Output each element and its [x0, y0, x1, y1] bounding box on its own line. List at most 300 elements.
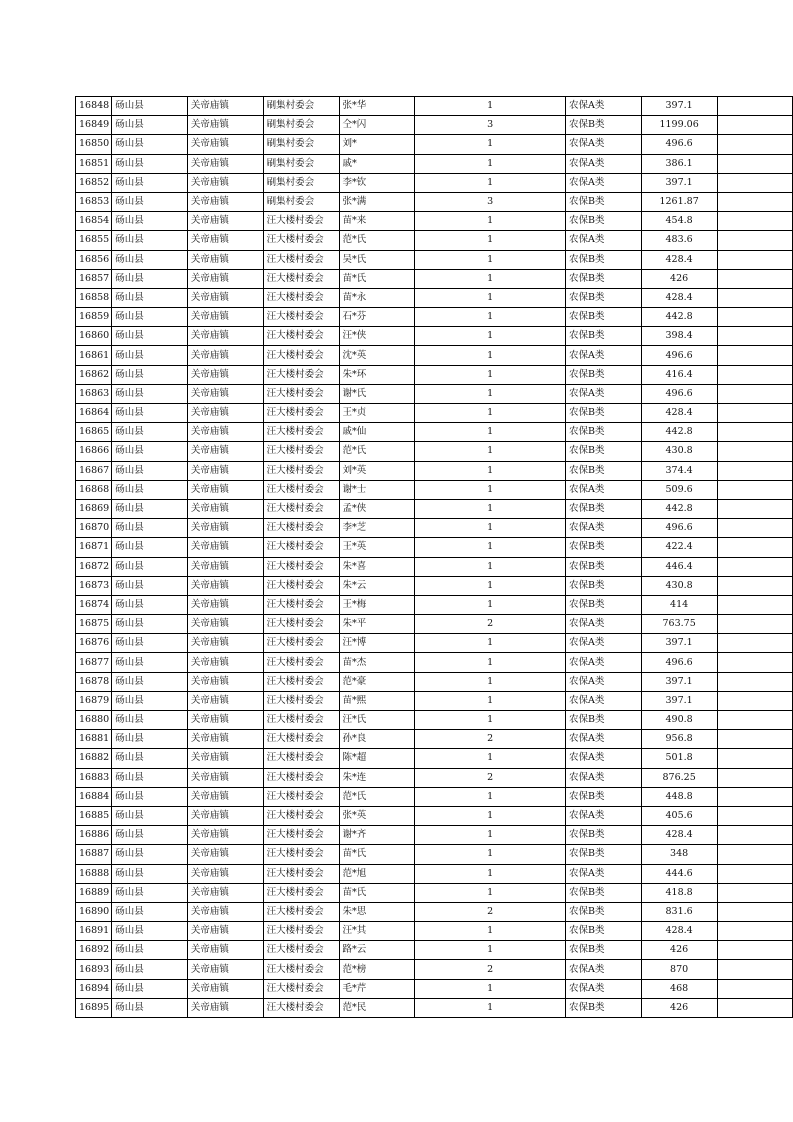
note-cell	[717, 883, 793, 902]
household-count-cell: 1	[415, 576, 566, 595]
person-name-cell: 陈*超	[339, 749, 415, 768]
person-name-cell: 仝*闪	[339, 116, 415, 135]
row-number-cell: 16868	[76, 480, 112, 499]
village-cell: 汪大楼村委会	[263, 960, 339, 979]
household-count-cell: 1	[415, 365, 566, 384]
insurance-category-cell: 农保B类	[566, 192, 642, 211]
table-row	[76, 730, 793, 749]
person-name-cell: 刘*英	[339, 461, 415, 480]
person-name-cell: 范*旭	[339, 864, 415, 883]
person-name-cell: 苗*熙	[339, 691, 415, 710]
table-row	[76, 97, 793, 116]
row-number-cell: 16866	[76, 442, 112, 461]
household-count-cell: 1	[415, 538, 566, 557]
household-count-cell: 1	[415, 672, 566, 691]
amount-cell: 348	[641, 845, 717, 864]
person-name-cell: 张*华	[339, 97, 415, 116]
table-row	[76, 864, 793, 883]
table-row	[76, 826, 793, 845]
insurance-category-cell: 农保B类	[566, 845, 642, 864]
row-number-cell: 16867	[76, 461, 112, 480]
household-count-cell: 1	[415, 423, 566, 442]
household-count-cell: 3	[415, 116, 566, 135]
county-cell: 砀山县	[112, 576, 188, 595]
table-row	[76, 576, 793, 595]
county-cell: 砀山县	[112, 499, 188, 518]
household-count-cell: 1	[415, 327, 566, 346]
insurance-category-cell: 农保A类	[566, 691, 642, 710]
town-cell: 关帝庙镇	[187, 922, 263, 941]
household-count-cell: 1	[415, 404, 566, 423]
town-cell: 关帝庙镇	[187, 231, 263, 250]
village-cell: 刷集村委会	[263, 173, 339, 192]
amount-cell: 1199.06	[641, 116, 717, 135]
person-name-cell: 苗*杰	[339, 653, 415, 672]
row-number-cell: 16861	[76, 346, 112, 365]
village-cell: 汪大楼村委会	[263, 806, 339, 825]
insurance-category-cell: 农保A类	[566, 154, 642, 173]
county-cell: 砀山县	[112, 749, 188, 768]
amount-cell: 416.4	[641, 365, 717, 384]
row-number-cell: 16883	[76, 768, 112, 787]
village-cell: 汪大楼村委会	[263, 288, 339, 307]
amount-cell: 428.4	[641, 826, 717, 845]
insurance-category-cell: 农保B类	[566, 327, 642, 346]
household-count-cell: 1	[415, 691, 566, 710]
row-number-cell: 16870	[76, 519, 112, 538]
village-cell: 汪大楼村委会	[263, 327, 339, 346]
note-cell	[717, 998, 793, 1017]
amount-cell: 831.6	[641, 902, 717, 921]
county-cell: 砀山县	[112, 979, 188, 998]
insurance-category-cell: 农保A类	[566, 634, 642, 653]
note-cell	[717, 519, 793, 538]
table-row	[76, 212, 793, 231]
row-number-cell: 16856	[76, 250, 112, 269]
table-row	[76, 615, 793, 634]
person-name-cell: 汪*氏	[339, 711, 415, 730]
person-name-cell: 苗*氏	[339, 269, 415, 288]
amount-cell: 501.8	[641, 749, 717, 768]
note-cell	[717, 634, 793, 653]
insurance-category-cell: 农保A类	[566, 231, 642, 250]
table-row	[76, 691, 793, 710]
row-number-cell: 16871	[76, 538, 112, 557]
household-count-cell: 1	[415, 653, 566, 672]
person-name-cell: 范*民	[339, 998, 415, 1017]
person-name-cell: 戚*	[339, 154, 415, 173]
household-count-cell: 1	[415, 97, 566, 116]
row-number-cell: 16893	[76, 960, 112, 979]
row-number-cell: 16874	[76, 595, 112, 614]
town-cell: 关帝庙镇	[187, 979, 263, 998]
person-name-cell: 路*云	[339, 941, 415, 960]
note-cell	[717, 231, 793, 250]
note-cell	[717, 269, 793, 288]
village-cell: 汪大楼村委会	[263, 538, 339, 557]
amount-cell: 468	[641, 979, 717, 998]
village-cell: 汪大楼村委会	[263, 787, 339, 806]
person-name-cell: 沈*英	[339, 346, 415, 365]
insurance-category-cell: 农保A类	[566, 730, 642, 749]
household-count-cell: 1	[415, 250, 566, 269]
county-cell: 砀山县	[112, 730, 188, 749]
town-cell: 关帝庙镇	[187, 308, 263, 327]
amount-cell: 397.1	[641, 672, 717, 691]
person-name-cell: 范*榜	[339, 960, 415, 979]
insurance-category-cell: 农保B类	[566, 941, 642, 960]
insurance-category-cell: 农保B类	[566, 883, 642, 902]
county-cell: 砀山县	[112, 883, 188, 902]
town-cell: 关帝庙镇	[187, 960, 263, 979]
row-number-cell: 16884	[76, 787, 112, 806]
county-cell: 砀山县	[112, 595, 188, 614]
town-cell: 关帝庙镇	[187, 672, 263, 691]
county-cell: 砀山县	[112, 346, 188, 365]
town-cell: 关帝庙镇	[187, 423, 263, 442]
amount-cell: 442.8	[641, 499, 717, 518]
household-count-cell: 1	[415, 384, 566, 403]
town-cell: 关帝庙镇	[187, 461, 263, 480]
insurance-category-cell: 农保B类	[566, 499, 642, 518]
town-cell: 关帝庙镇	[187, 557, 263, 576]
household-count-cell: 1	[415, 749, 566, 768]
town-cell: 关帝庙镇	[187, 97, 263, 116]
insurance-category-cell: 农保A类	[566, 173, 642, 192]
row-number-cell: 16891	[76, 922, 112, 941]
row-number-cell: 16886	[76, 826, 112, 845]
county-cell: 砀山县	[112, 615, 188, 634]
household-count-cell: 1	[415, 461, 566, 480]
table-row	[76, 250, 793, 269]
town-cell: 关帝庙镇	[187, 576, 263, 595]
amount-cell: 442.8	[641, 308, 717, 327]
household-count-cell: 2	[415, 615, 566, 634]
note-cell	[717, 499, 793, 518]
household-count-cell: 1	[415, 173, 566, 192]
amount-cell: 496.6	[641, 384, 717, 403]
county-cell: 砀山县	[112, 711, 188, 730]
county-cell: 砀山县	[112, 941, 188, 960]
town-cell: 关帝庙镇	[187, 615, 263, 634]
note-cell	[717, 154, 793, 173]
amount-cell: 426	[641, 941, 717, 960]
amount-cell: 442.8	[641, 423, 717, 442]
town-cell: 关帝庙镇	[187, 519, 263, 538]
town-cell: 关帝庙镇	[187, 941, 263, 960]
town-cell: 关帝庙镇	[187, 768, 263, 787]
amount-cell: 454.8	[641, 212, 717, 231]
table-row	[76, 499, 793, 518]
county-cell: 砀山县	[112, 845, 188, 864]
person-name-cell: 毛*芹	[339, 979, 415, 998]
county-cell: 砀山县	[112, 250, 188, 269]
table-row	[76, 135, 793, 154]
row-number-cell: 16878	[76, 672, 112, 691]
note-cell	[717, 97, 793, 116]
table-row	[76, 538, 793, 557]
note-cell	[717, 576, 793, 595]
village-cell: 汪大楼村委会	[263, 922, 339, 941]
town-cell: 关帝庙镇	[187, 384, 263, 403]
county-cell: 砀山县	[112, 787, 188, 806]
town-cell: 关帝庙镇	[187, 538, 263, 557]
person-name-cell: 石*芬	[339, 308, 415, 327]
town-cell: 关帝庙镇	[187, 691, 263, 710]
table-row	[76, 979, 793, 998]
village-cell: 汪大楼村委会	[263, 480, 339, 499]
note-cell	[717, 116, 793, 135]
county-cell: 砀山县	[112, 998, 188, 1017]
household-count-cell: 1	[415, 711, 566, 730]
county-cell: 砀山县	[112, 653, 188, 672]
village-cell: 汪大楼村委会	[263, 250, 339, 269]
table-row	[76, 365, 793, 384]
beneficiary-table	[75, 96, 793, 1018]
insurance-category-cell: 农保A类	[566, 519, 642, 538]
note-cell	[717, 672, 793, 691]
household-count-cell: 1	[415, 826, 566, 845]
county-cell: 砀山县	[112, 135, 188, 154]
table-row	[76, 461, 793, 480]
note-cell	[717, 384, 793, 403]
person-name-cell: 谢*齐	[339, 826, 415, 845]
person-name-cell: 朱*平	[339, 615, 415, 634]
household-count-cell: 2	[415, 768, 566, 787]
town-cell: 关帝庙镇	[187, 250, 263, 269]
insurance-category-cell: 农保B类	[566, 576, 642, 595]
insurance-category-cell: 农保B类	[566, 423, 642, 442]
county-cell: 砀山县	[112, 308, 188, 327]
insurance-category-cell: 农保B类	[566, 442, 642, 461]
village-cell: 汪大楼村委会	[263, 653, 339, 672]
village-cell: 汪大楼村委会	[263, 691, 339, 710]
village-cell: 汪大楼村委会	[263, 941, 339, 960]
county-cell: 砀山县	[112, 404, 188, 423]
county-cell: 砀山县	[112, 173, 188, 192]
insurance-category-cell: 农保B类	[566, 250, 642, 269]
row-number-cell: 16880	[76, 711, 112, 730]
person-name-cell: 李*钦	[339, 173, 415, 192]
amount-cell: 876.25	[641, 768, 717, 787]
note-cell	[717, 768, 793, 787]
amount-cell: 398.4	[641, 327, 717, 346]
village-cell: 汪大楼村委会	[263, 499, 339, 518]
amount-cell: 1261.87	[641, 192, 717, 211]
note-cell	[717, 288, 793, 307]
row-number-cell: 16885	[76, 806, 112, 825]
table-row	[76, 327, 793, 346]
person-name-cell: 刘*	[339, 135, 415, 154]
amount-cell: 428.4	[641, 404, 717, 423]
village-cell: 汪大楼村委会	[263, 346, 339, 365]
note-cell	[717, 212, 793, 231]
person-name-cell: 张*满	[339, 192, 415, 211]
table-row	[76, 634, 793, 653]
note-cell	[717, 135, 793, 154]
table-row	[76, 806, 793, 825]
town-cell: 关帝庙镇	[187, 499, 263, 518]
county-cell: 砀山县	[112, 768, 188, 787]
note-cell	[717, 711, 793, 730]
row-number-cell: 16848	[76, 97, 112, 116]
amount-cell: 386.1	[641, 154, 717, 173]
table-row	[76, 269, 793, 288]
note-cell	[717, 787, 793, 806]
note-cell	[717, 538, 793, 557]
household-count-cell: 1	[415, 979, 566, 998]
note-cell	[717, 922, 793, 941]
town-cell: 关帝庙镇	[187, 327, 263, 346]
town-cell: 关帝庙镇	[187, 346, 263, 365]
town-cell: 关帝庙镇	[187, 288, 263, 307]
table-row	[76, 595, 793, 614]
insurance-category-cell: 农保A类	[566, 960, 642, 979]
row-number-cell: 16863	[76, 384, 112, 403]
row-number-cell: 16890	[76, 902, 112, 921]
row-number-cell: 16850	[76, 135, 112, 154]
table-row	[76, 480, 793, 499]
row-number-cell: 16854	[76, 212, 112, 231]
amount-cell: 430.8	[641, 442, 717, 461]
household-count-cell: 3	[415, 192, 566, 211]
insurance-category-cell: 农保B类	[566, 288, 642, 307]
amount-cell: 444.6	[641, 864, 717, 883]
amount-cell: 483.6	[641, 231, 717, 250]
table-row	[76, 346, 793, 365]
row-number-cell: 16888	[76, 864, 112, 883]
county-cell: 砀山县	[112, 480, 188, 499]
person-name-cell: 朱*云	[339, 576, 415, 595]
table-row	[76, 442, 793, 461]
table-row	[76, 384, 793, 403]
town-cell: 关帝庙镇	[187, 480, 263, 499]
county-cell: 砀山县	[112, 384, 188, 403]
person-name-cell: 汪*其	[339, 922, 415, 941]
amount-cell: 418.8	[641, 883, 717, 902]
household-count-cell: 1	[415, 135, 566, 154]
insurance-category-cell: 农保B类	[566, 538, 642, 557]
town-cell: 关帝庙镇	[187, 192, 263, 211]
insurance-category-cell: 农保B类	[566, 365, 642, 384]
household-count-cell: 1	[415, 346, 566, 365]
town-cell: 关帝庙镇	[187, 404, 263, 423]
person-name-cell: 范*氏	[339, 787, 415, 806]
household-count-cell: 1	[415, 634, 566, 653]
note-cell	[717, 595, 793, 614]
table-row	[76, 192, 793, 211]
person-name-cell: 谢*士	[339, 480, 415, 499]
village-cell: 汪大楼村委会	[263, 595, 339, 614]
note-cell	[717, 327, 793, 346]
village-cell: 汪大楼村委会	[263, 845, 339, 864]
insurance-category-cell: 农保A类	[566, 749, 642, 768]
village-cell: 汪大楼村委会	[263, 384, 339, 403]
table-row	[76, 519, 793, 538]
household-count-cell: 2	[415, 960, 566, 979]
note-cell	[717, 365, 793, 384]
town-cell: 关帝庙镇	[187, 653, 263, 672]
amount-cell: 397.1	[641, 634, 717, 653]
village-cell: 刷集村委会	[263, 97, 339, 116]
amount-cell: 414	[641, 595, 717, 614]
insurance-category-cell: 农保A类	[566, 806, 642, 825]
household-count-cell: 1	[415, 499, 566, 518]
row-number-cell: 16859	[76, 308, 112, 327]
row-number-cell: 16860	[76, 327, 112, 346]
village-cell: 汪大楼村委会	[263, 442, 339, 461]
table-row	[76, 711, 793, 730]
county-cell: 砀山县	[112, 634, 188, 653]
insurance-category-cell: 农保B类	[566, 269, 642, 288]
person-name-cell: 范*氏	[339, 442, 415, 461]
village-cell: 汪大楼村委会	[263, 979, 339, 998]
note-cell	[717, 941, 793, 960]
insurance-category-cell: 农保B类	[566, 116, 642, 135]
insurance-category-cell: 农保A类	[566, 864, 642, 883]
row-number-cell: 16877	[76, 653, 112, 672]
note-cell	[717, 730, 793, 749]
note-cell	[717, 960, 793, 979]
row-number-cell: 16855	[76, 231, 112, 250]
village-cell: 汪大楼村委会	[263, 749, 339, 768]
amount-cell: 397.1	[641, 97, 717, 116]
amount-cell: 426	[641, 998, 717, 1017]
note-cell	[717, 192, 793, 211]
town-cell: 关帝庙镇	[187, 902, 263, 921]
person-name-cell: 苗*氏	[339, 883, 415, 902]
person-name-cell: 王*英	[339, 538, 415, 557]
insurance-category-cell: 农保B类	[566, 308, 642, 327]
household-count-cell: 1	[415, 480, 566, 499]
amount-cell: 496.6	[641, 653, 717, 672]
insurance-category-cell: 农保B类	[566, 461, 642, 480]
household-count-cell: 1	[415, 154, 566, 173]
row-number-cell: 16873	[76, 576, 112, 595]
village-cell: 汪大楼村委会	[263, 730, 339, 749]
amount-cell: 428.4	[641, 250, 717, 269]
amount-cell: 490.8	[641, 711, 717, 730]
village-cell: 刷集村委会	[263, 154, 339, 173]
row-number-cell: 16869	[76, 499, 112, 518]
village-cell: 汪大楼村委会	[263, 308, 339, 327]
person-name-cell: 戚*仙	[339, 423, 415, 442]
row-number-cell: 16889	[76, 883, 112, 902]
county-cell: 砀山县	[112, 922, 188, 941]
table-row	[76, 998, 793, 1017]
county-cell: 砀山县	[112, 960, 188, 979]
table-row	[76, 653, 793, 672]
note-cell	[717, 308, 793, 327]
county-cell: 砀山县	[112, 672, 188, 691]
table-row	[76, 960, 793, 979]
person-name-cell: 范*豪	[339, 672, 415, 691]
county-cell: 砀山县	[112, 97, 188, 116]
village-cell: 汪大楼村委会	[263, 519, 339, 538]
row-number-cell: 16876	[76, 634, 112, 653]
row-number-cell: 16865	[76, 423, 112, 442]
town-cell: 关帝庙镇	[187, 998, 263, 1017]
household-count-cell: 1	[415, 922, 566, 941]
amount-cell: 428.4	[641, 922, 717, 941]
village-cell: 汪大楼村委会	[263, 998, 339, 1017]
amount-cell: 763.75	[641, 615, 717, 634]
amount-cell: 448.8	[641, 787, 717, 806]
table-row	[76, 749, 793, 768]
note-cell	[717, 749, 793, 768]
note-cell	[717, 653, 793, 672]
county-cell: 砀山县	[112, 327, 188, 346]
